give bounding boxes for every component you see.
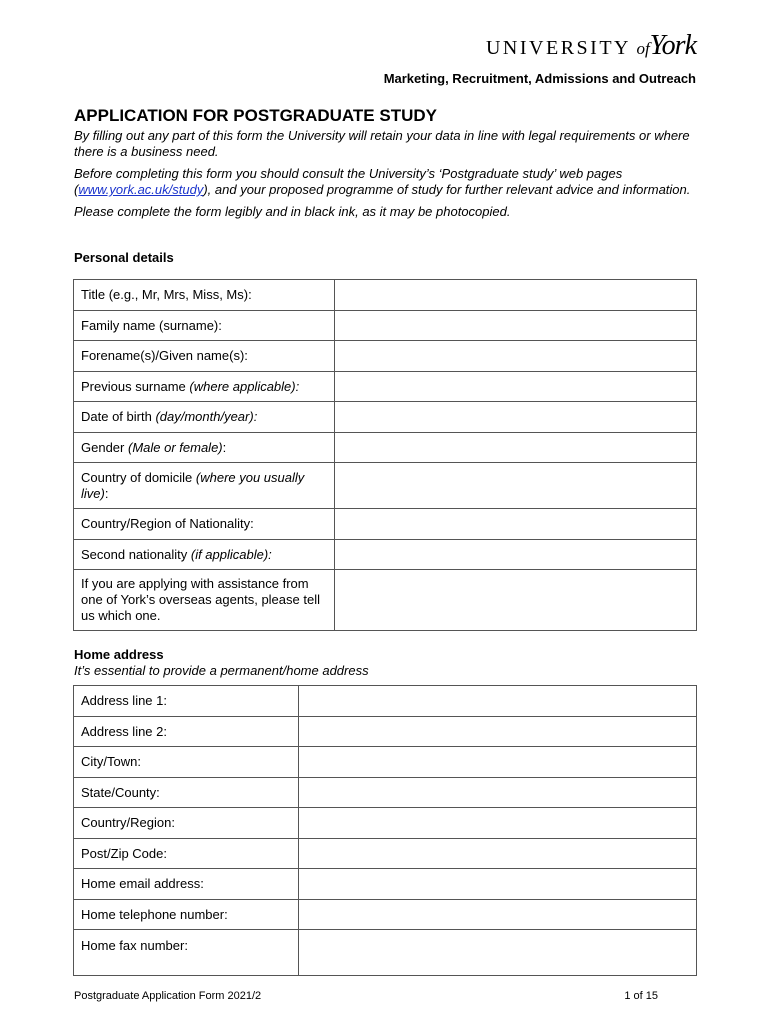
footer-page-number: 1 of 15 [624, 990, 658, 1002]
table-row [74, 311, 697, 341]
nationality-label: Country/Region of Nationality: [74, 509, 335, 540]
address-line-1-label: Address line 1: [74, 686, 299, 717]
table-row [74, 686, 697, 717]
table-row [74, 433, 697, 463]
table-row [74, 570, 697, 631]
second-nationality-field[interactable] [335, 540, 697, 570]
country-of-domicile-label: Country of domicile (where you usually live): [74, 463, 335, 509]
address-line-2-label: Address line 2: [74, 717, 299, 747]
country-region-label: Country/Region: [74, 808, 299, 839]
table-row [74, 839, 697, 869]
intro-consult-text-end: ), and your proposed programme of study for further relevant advice and information. [203, 182, 691, 197]
department-name: Marketing, Recruitment, Admissions and Outreach [383, 71, 696, 86]
home-telephone-label: Home telephone number: [74, 900, 299, 930]
table-row [74, 372, 697, 402]
table-row [74, 341, 697, 372]
forename-label: Forename(s)/Given name(s): [74, 341, 335, 372]
home-address-heading: Home address [74, 647, 164, 662]
family-name-label: Family name (surname): [74, 311, 335, 341]
home-telephone-field[interactable] [299, 900, 697, 930]
state-county-field[interactable] [299, 778, 697, 808]
city-town-label: City/Town: [74, 747, 299, 778]
forename-field[interactable] [335, 341, 697, 372]
state-county-label: State/County: [74, 778, 299, 808]
home-fax-label: Home fax number: [74, 930, 299, 976]
post-zip-code-field[interactable] [299, 839, 697, 869]
table-row [74, 778, 697, 808]
intro-text [74, 128, 699, 226]
page-title: APPLICATION FOR POSTGRADUATE STUDY [74, 106, 437, 125]
family-name-field[interactable] [335, 311, 697, 341]
date-of-birth-field[interactable] [335, 402, 697, 433]
table-row [74, 509, 697, 540]
second-nationality-label: Second nationality (if applicable): [74, 540, 335, 570]
personal-details-table [73, 279, 697, 631]
title-label: Title (e.g., Mr, Mrs, Miss, Ms): [74, 280, 335, 311]
previous-surname-field[interactable] [335, 372, 697, 402]
university-logo [486, 30, 696, 62]
home-address-subheading: It’s essential to provide a permanent/home address [74, 663, 369, 678]
table-row [74, 463, 697, 509]
home-email-field[interactable] [299, 869, 697, 900]
table-row [74, 717, 697, 747]
table-row [74, 540, 697, 570]
nationality-field[interactable] [335, 509, 697, 540]
overseas-agent-label: If you are applying with assistance from one of York’s overseas agents, please tell us which one. [74, 570, 335, 631]
country-of-domicile-field[interactable] [335, 463, 697, 509]
overseas-agent-field[interactable] [335, 570, 697, 631]
table-row [74, 747, 697, 778]
title-field[interactable] [335, 280, 697, 311]
home-fax-field[interactable] [299, 930, 697, 976]
post-zip-code-label: Post/Zip Code: [74, 839, 299, 869]
previous-surname-label: Previous surname (where applicable): [74, 372, 335, 402]
logo-of-text: of [636, 39, 650, 58]
personal-details-heading: Personal details [74, 250, 174, 265]
intro-paragraph-ink: Please complete the form legibly and in black ink, as it may be photocopied. [74, 204, 511, 219]
footer-form-name: Postgraduate Application Form 2021/2 [74, 990, 262, 1002]
table-row [74, 402, 697, 433]
table-row [74, 900, 697, 930]
intro-consult-text-start: Before completing this form you should consult the University’s ‘Postgraduate study’ web pages ( [74, 166, 623, 197]
address-line-2-field[interactable] [299, 717, 697, 747]
intro-paragraph-data-retention: By filling out any part of this form the University will retain your data in line with legal requirements or where there is a business need. [74, 128, 690, 159]
study-web-link[interactable]: www.york.ac.uk/study [78, 182, 204, 197]
date-of-birth-label: Date of birth (day/month/year): [74, 402, 335, 433]
gender-field[interactable] [335, 433, 697, 463]
table-row [74, 808, 697, 839]
home-address-table [73, 685, 697, 976]
gender-label: Gender (Male or female): [74, 433, 335, 463]
intro-paragraph-consult [74, 166, 699, 198]
home-email-label: Home email address: [74, 869, 299, 900]
city-town-field[interactable] [299, 747, 697, 778]
address-line-1-field[interactable] [299, 686, 697, 717]
logo-york-text: York [649, 30, 696, 61]
table-row [74, 280, 697, 311]
table-row [74, 869, 697, 900]
table-row [74, 930, 697, 976]
logo-university-text: UNIVERSITY [485, 37, 631, 59]
country-region-field[interactable] [299, 808, 697, 839]
